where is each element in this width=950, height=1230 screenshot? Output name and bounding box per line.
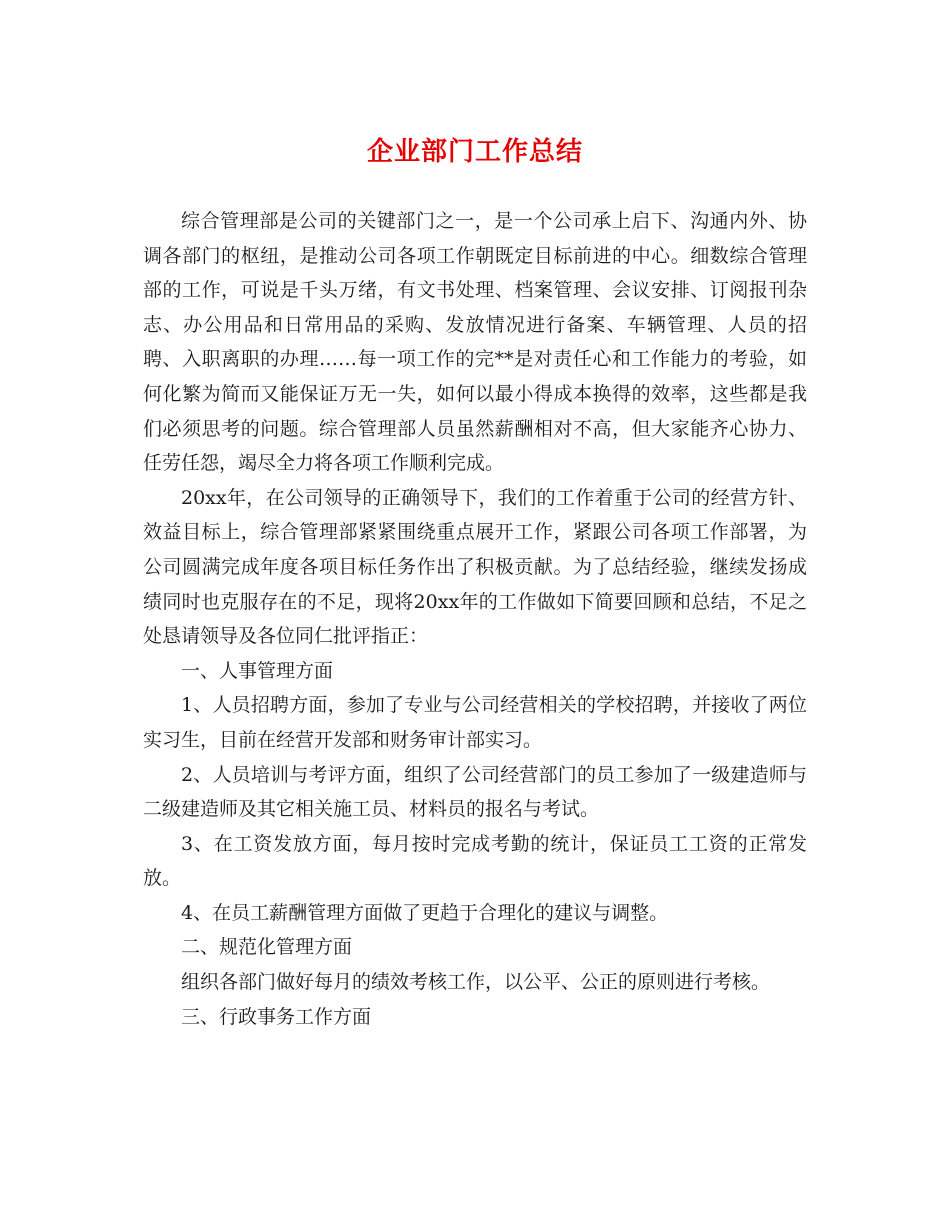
list-item-compensation: 4、在员工薪酬管理方面做了更趋于合理化的建议与调整。 [181,901,669,924]
list-item-training: 2、人员培训与考评方面，组织了公司经营部门的员工参加了一级建造师与二级建造师及其它相关施工员、材料员的报名与考试。 [143,763,807,821]
document-body [143,204,807,1034]
section-heading-administration: 三、行政事务工作方面 [181,1005,372,1028]
section-heading-standardization: 二、规范化管理方面 [181,936,353,959]
list-item-payroll: 3、在工资发放方面，每月按时完成考勤的统计，保证员工工资的正常发放。 [143,832,807,890]
paragraph-overview: 20xx年，在公司领导的正确领导下，我们的工作着重于公司的经营方针、效益目标上，综合管理部紧紧围绕重点展开工作，紧跟公司各项工作部署，为公司圆满完成年度各项目标任务作出了积极贡献。为了总结经验，继续发扬成绩同时也克服存在的不足，现将20xx年的工作做如下简要回顾和总结，不足之处恳请领导及各位同仁批评指正： [143,486,807,648]
paragraph-intro: 综合管理部是公司的关键部门之一，是一个公司承上启下、沟通内外、协调各部门的枢纽，是推动公司各项工作朝既定目标前进的中心。细数综合管理部的工作，可说是千头万绪，有文书处理、档案管理、会议安排、订阅报刊杂志、办公用品和日常用品的采购、发放情况进行备案、车辆管理、人员的招聘、入职离职的办理……每一项工作的完**是对责任心和工作能力的考验，如何化繁为简而又能保证万无一失，如何以最小得成本换得的效率，这些都是我们必须思考的问题。综合管理部人员虽然薪酬相对不高，但大家能齐心协力、任劳任怨，竭尽全力将各项工作顺利完成。 [143,210,807,475]
paragraph-performance: 组织各部门做好每月的绩效考核工作，以公平、公正的原则进行考核。 [181,971,771,994]
list-item-recruitment: 1、人员招聘方面，参加了专业与公司经营相关的学校招聘，并接收了两位实习生，目前在经营开发部和财务审计部实习。 [143,694,807,751]
section-heading-personnel: 一、人事管理方面 [181,659,334,682]
document-title: 企业部门工作总结 [366,137,583,167]
